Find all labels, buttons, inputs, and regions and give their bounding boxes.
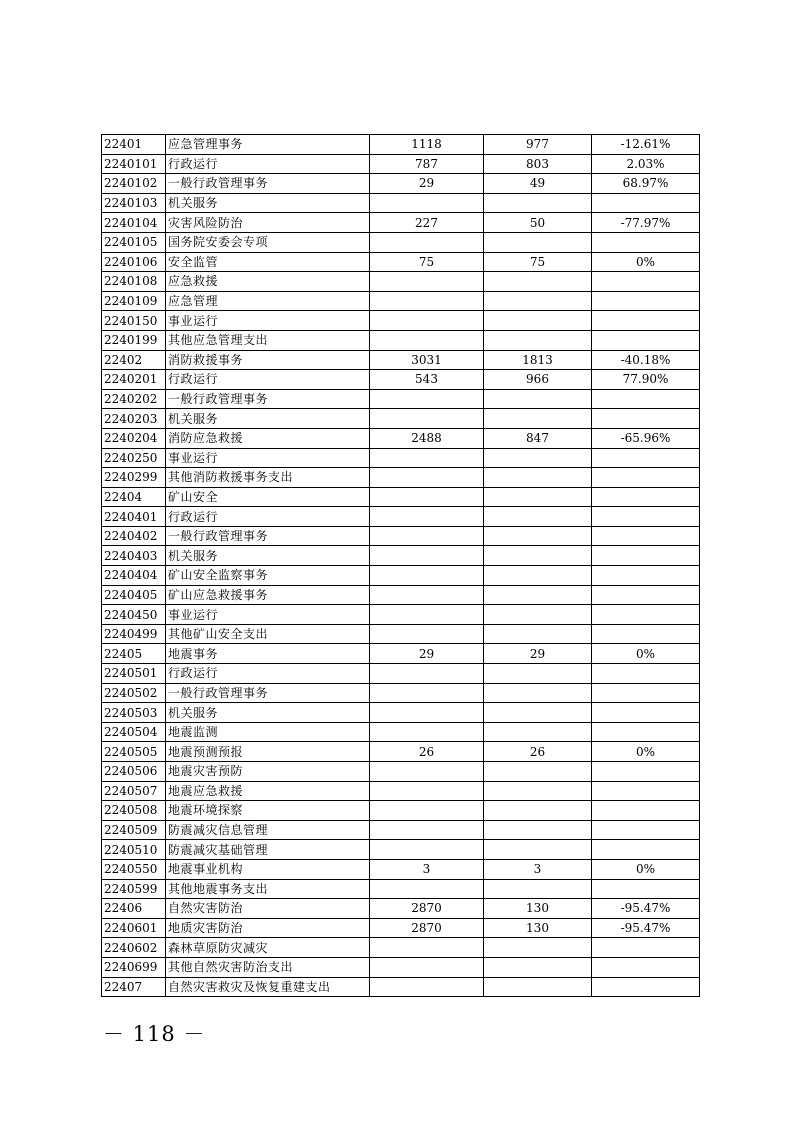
- value-2-cell: 3: [484, 859, 592, 879]
- name-cell: 地震事业机构: [166, 859, 370, 879]
- code-cell: 2240402: [102, 526, 166, 546]
- table-row: [102, 899, 700, 919]
- value-1-cell: 1118: [370, 135, 484, 155]
- value-2-cell: [484, 977, 592, 997]
- table-row: [102, 428, 700, 448]
- code-cell: 2240103: [102, 193, 166, 213]
- value-1-cell: [370, 605, 484, 625]
- code-cell: 2240509: [102, 820, 166, 840]
- code-cell: 2240401: [102, 507, 166, 527]
- change-percent-cell: [592, 801, 700, 821]
- value-1-cell: [370, 389, 484, 409]
- change-percent-cell: 0%: [592, 742, 700, 762]
- code-cell: 2240202: [102, 389, 166, 409]
- code-cell: 2240599: [102, 879, 166, 899]
- value-2-cell: [484, 546, 592, 566]
- value-1-cell: [370, 507, 484, 527]
- table-row: [102, 938, 700, 958]
- change-percent-cell: -95.47%: [592, 918, 700, 938]
- table-row: [102, 311, 700, 331]
- table-row: [102, 232, 700, 252]
- table-row: [102, 330, 700, 350]
- table-row: [102, 703, 700, 723]
- code-cell: 22401: [102, 135, 166, 155]
- name-cell: 机关服务: [166, 703, 370, 723]
- value-2-cell: [484, 487, 592, 507]
- name-cell: 矿山安全监察事务: [166, 566, 370, 586]
- change-percent-cell: [592, 389, 700, 409]
- table-row: [102, 820, 700, 840]
- name-cell: 事业运行: [166, 448, 370, 468]
- code-cell: 2240504: [102, 722, 166, 742]
- table-row: [102, 664, 700, 684]
- value-1-cell: [370, 957, 484, 977]
- code-cell: 2240510: [102, 840, 166, 860]
- name-cell: 行政运行: [166, 154, 370, 174]
- code-cell: 2240405: [102, 585, 166, 605]
- table-row: [102, 135, 700, 155]
- table-row: [102, 781, 700, 801]
- value-1-cell: 75: [370, 252, 484, 272]
- value-1-cell: [370, 683, 484, 703]
- table-row: [102, 350, 700, 370]
- value-1-cell: [370, 291, 484, 311]
- change-percent-cell: 2.03%: [592, 154, 700, 174]
- table-row: [102, 370, 700, 390]
- value-2-cell: 130: [484, 899, 592, 919]
- budget-table-body: [102, 135, 700, 997]
- change-percent-cell: [592, 193, 700, 213]
- table-row: [102, 526, 700, 546]
- value-1-cell: [370, 487, 484, 507]
- value-2-cell: [484, 448, 592, 468]
- value-1-cell: [370, 330, 484, 350]
- value-2-cell: [484, 624, 592, 644]
- code-cell: 2240601: [102, 918, 166, 938]
- change-percent-cell: 77.90%: [592, 370, 700, 390]
- name-cell: 其他应急管理支出: [166, 330, 370, 350]
- value-2-cell: 49: [484, 174, 592, 194]
- value-1-cell: [370, 272, 484, 292]
- table-row: [102, 409, 700, 429]
- code-cell: 2240108: [102, 272, 166, 292]
- change-percent-cell: [592, 938, 700, 958]
- value-1-cell: 543: [370, 370, 484, 390]
- code-cell: 2240299: [102, 468, 166, 488]
- name-cell: 其他地震事务支出: [166, 879, 370, 899]
- value-1-cell: 29: [370, 644, 484, 664]
- change-percent-cell: 0%: [592, 252, 700, 272]
- value-2-cell: [484, 389, 592, 409]
- code-cell: 2240199: [102, 330, 166, 350]
- value-2-cell: 847: [484, 428, 592, 448]
- code-cell: 2240550: [102, 859, 166, 879]
- value-2-cell: [484, 722, 592, 742]
- name-cell: 防震减灾信息管理: [166, 820, 370, 840]
- value-2-cell: 75: [484, 252, 592, 272]
- code-cell: 2240106: [102, 252, 166, 272]
- table-row: [102, 918, 700, 938]
- table-row: [102, 801, 700, 821]
- change-percent-cell: [592, 487, 700, 507]
- table-row: [102, 174, 700, 194]
- table-row: [102, 722, 700, 742]
- value-1-cell: 2870: [370, 918, 484, 938]
- value-2-cell: [484, 801, 592, 821]
- value-2-cell: 1813: [484, 350, 592, 370]
- value-1-cell: 2488: [370, 428, 484, 448]
- value-1-cell: [370, 468, 484, 488]
- value-1-cell: 787: [370, 154, 484, 174]
- value-1-cell: [370, 526, 484, 546]
- name-cell: 一般行政管理事务: [166, 526, 370, 546]
- name-cell: 其他矿山安全支出: [166, 624, 370, 644]
- value-2-cell: [484, 938, 592, 958]
- table-row: [102, 389, 700, 409]
- change-percent-cell: [592, 272, 700, 292]
- value-2-cell: 803: [484, 154, 592, 174]
- code-cell: 2240104: [102, 213, 166, 233]
- table-row: [102, 272, 700, 292]
- code-cell: 2240250: [102, 448, 166, 468]
- table-row: [102, 448, 700, 468]
- change-percent-cell: -40.18%: [592, 350, 700, 370]
- change-percent-cell: [592, 546, 700, 566]
- table-row: [102, 957, 700, 977]
- code-cell: 22406: [102, 899, 166, 919]
- value-1-cell: 227: [370, 213, 484, 233]
- table-row: [102, 644, 700, 664]
- value-1-cell: 26: [370, 742, 484, 762]
- value-1-cell: [370, 703, 484, 723]
- name-cell: 其他消防救援事务支出: [166, 468, 370, 488]
- value-1-cell: [370, 193, 484, 213]
- value-2-cell: [484, 664, 592, 684]
- code-cell: 2240505: [102, 742, 166, 762]
- name-cell: 应急管理: [166, 291, 370, 311]
- value-1-cell: [370, 977, 484, 997]
- name-cell: 其他自然灾害防治支出: [166, 957, 370, 977]
- name-cell: 地震事务: [166, 644, 370, 664]
- table-row: [102, 879, 700, 899]
- change-percent-cell: [592, 781, 700, 801]
- name-cell: 自然灾害防治: [166, 899, 370, 919]
- table-row: [102, 291, 700, 311]
- value-1-cell: [370, 722, 484, 742]
- value-2-cell: [484, 762, 592, 782]
- value-2-cell: 977: [484, 135, 592, 155]
- name-cell: 应急救援: [166, 272, 370, 292]
- value-2-cell: [484, 605, 592, 625]
- name-cell: 矿山应急救援事务: [166, 585, 370, 605]
- value-2-cell: [484, 291, 592, 311]
- name-cell: 行政运行: [166, 664, 370, 684]
- change-percent-cell: [592, 762, 700, 782]
- value-2-cell: [484, 311, 592, 331]
- value-1-cell: [370, 585, 484, 605]
- name-cell: 应急管理事务: [166, 135, 370, 155]
- change-percent-cell: [592, 820, 700, 840]
- name-cell: 一般行政管理事务: [166, 683, 370, 703]
- name-cell: 一般行政管理事务: [166, 174, 370, 194]
- table-row: [102, 840, 700, 860]
- table-row: [102, 193, 700, 213]
- code-cell: 2240499: [102, 624, 166, 644]
- value-2-cell: [484, 820, 592, 840]
- value-2-cell: [484, 781, 592, 801]
- code-cell: 2240699: [102, 957, 166, 977]
- table-row: [102, 683, 700, 703]
- code-cell: 2240109: [102, 291, 166, 311]
- name-cell: 国务院安委会专项: [166, 232, 370, 252]
- table-row: [102, 859, 700, 879]
- table-row: [102, 546, 700, 566]
- change-percent-cell: [592, 605, 700, 625]
- value-2-cell: [484, 840, 592, 860]
- change-percent-cell: [592, 330, 700, 350]
- code-cell: 2240602: [102, 938, 166, 958]
- change-percent-cell: [592, 683, 700, 703]
- code-cell: 2240502: [102, 683, 166, 703]
- value-1-cell: [370, 879, 484, 899]
- value-1-cell: [370, 820, 484, 840]
- table-row: [102, 605, 700, 625]
- code-cell: 2240102: [102, 174, 166, 194]
- code-cell: 2240150: [102, 311, 166, 331]
- name-cell: 矿山安全: [166, 487, 370, 507]
- code-cell: 2240450: [102, 605, 166, 625]
- budget-table: [101, 134, 700, 997]
- code-cell: 2240501: [102, 664, 166, 684]
- value-1-cell: [370, 840, 484, 860]
- value-1-cell: [370, 801, 484, 821]
- change-percent-cell: -77.97%: [592, 213, 700, 233]
- value-2-cell: [484, 957, 592, 977]
- change-percent-cell: [592, 664, 700, 684]
- code-cell: 2240204: [102, 428, 166, 448]
- change-percent-cell: [592, 840, 700, 860]
- change-percent-cell: [592, 526, 700, 546]
- name-cell: 地质灾害防治: [166, 918, 370, 938]
- table-row: [102, 624, 700, 644]
- change-percent-cell: [592, 311, 700, 331]
- change-percent-cell: [592, 468, 700, 488]
- value-2-cell: 130: [484, 918, 592, 938]
- value-1-cell: [370, 566, 484, 586]
- table-row: [102, 762, 700, 782]
- value-1-cell: [370, 232, 484, 252]
- code-cell: 22405: [102, 644, 166, 664]
- change-percent-cell: [592, 507, 700, 527]
- code-cell: 2240101: [102, 154, 166, 174]
- change-percent-cell: [592, 957, 700, 977]
- name-cell: 事业运行: [166, 605, 370, 625]
- value-2-cell: [484, 409, 592, 429]
- name-cell: 森林草原防灾减灾: [166, 938, 370, 958]
- code-cell: 2240203: [102, 409, 166, 429]
- value-2-cell: 966: [484, 370, 592, 390]
- table-row: [102, 507, 700, 527]
- table-row: [102, 585, 700, 605]
- table-row: [102, 742, 700, 762]
- value-2-cell: [484, 879, 592, 899]
- value-2-cell: [484, 566, 592, 586]
- value-2-cell: [484, 507, 592, 527]
- value-2-cell: [484, 272, 592, 292]
- code-cell: 2240507: [102, 781, 166, 801]
- table-row: [102, 213, 700, 233]
- name-cell: 事业运行: [166, 311, 370, 331]
- table-row: [102, 487, 700, 507]
- change-percent-cell: [592, 291, 700, 311]
- page-number: － 118 －: [103, 1022, 206, 1046]
- name-cell: 消防救援事务: [166, 350, 370, 370]
- name-cell: 机关服务: [166, 193, 370, 213]
- name-cell: 行政运行: [166, 507, 370, 527]
- name-cell: 行政运行: [166, 370, 370, 390]
- code-cell: 22407: [102, 977, 166, 997]
- code-cell: 2240404: [102, 566, 166, 586]
- value-1-cell: [370, 409, 484, 429]
- change-percent-cell: -95.47%: [592, 899, 700, 919]
- change-percent-cell: [592, 722, 700, 742]
- table-row: [102, 154, 700, 174]
- value-2-cell: 29: [484, 644, 592, 664]
- value-2-cell: [484, 468, 592, 488]
- change-percent-cell: 0%: [592, 859, 700, 879]
- name-cell: 地震监测: [166, 722, 370, 742]
- value-2-cell: [484, 703, 592, 723]
- code-cell: 22402: [102, 350, 166, 370]
- code-cell: 2240503: [102, 703, 166, 723]
- change-percent-cell: -12.61%: [592, 135, 700, 155]
- change-percent-cell: [592, 879, 700, 899]
- change-percent-cell: 0%: [592, 644, 700, 664]
- table-row: [102, 977, 700, 997]
- value-2-cell: [484, 526, 592, 546]
- value-2-cell: [484, 330, 592, 350]
- name-cell: 灾害风险防治: [166, 213, 370, 233]
- value-2-cell: [484, 232, 592, 252]
- value-2-cell: 50: [484, 213, 592, 233]
- table-row: [102, 468, 700, 488]
- code-cell: 2240403: [102, 546, 166, 566]
- change-percent-cell: [592, 624, 700, 644]
- name-cell: 机关服务: [166, 409, 370, 429]
- change-percent-cell: [592, 566, 700, 586]
- code-cell: 22404: [102, 487, 166, 507]
- change-percent-cell: [592, 448, 700, 468]
- value-2-cell: [484, 683, 592, 703]
- value-1-cell: [370, 311, 484, 331]
- code-cell: 2240201: [102, 370, 166, 390]
- change-percent-cell: [592, 703, 700, 723]
- code-cell: 2240506: [102, 762, 166, 782]
- name-cell: 一般行政管理事务: [166, 389, 370, 409]
- name-cell: 防震减灾基础管理: [166, 840, 370, 860]
- change-percent-cell: [592, 232, 700, 252]
- name-cell: 地震环境探察: [166, 801, 370, 821]
- change-percent-cell: [592, 409, 700, 429]
- change-percent-cell: [592, 977, 700, 997]
- table-row: [102, 252, 700, 272]
- name-cell: 地震预测预报: [166, 742, 370, 762]
- value-1-cell: [370, 762, 484, 782]
- change-percent-cell: 68.97%: [592, 174, 700, 194]
- name-cell: 地震应急救援: [166, 781, 370, 801]
- name-cell: 机关服务: [166, 546, 370, 566]
- value-1-cell: [370, 664, 484, 684]
- value-1-cell: 29: [370, 174, 484, 194]
- change-percent-cell: [592, 585, 700, 605]
- value-1-cell: [370, 448, 484, 468]
- value-2-cell: [484, 193, 592, 213]
- value-1-cell: 2870: [370, 899, 484, 919]
- table-row: [102, 566, 700, 586]
- value-1-cell: 3: [370, 859, 484, 879]
- value-1-cell: [370, 546, 484, 566]
- name-cell: 自然灾害救灾及恢复重建支出: [166, 977, 370, 997]
- value-1-cell: [370, 938, 484, 958]
- change-percent-cell: -65.96%: [592, 428, 700, 448]
- name-cell: 消防应急救援: [166, 428, 370, 448]
- value-2-cell: 26: [484, 742, 592, 762]
- value-1-cell: 3031: [370, 350, 484, 370]
- name-cell: 地震灾害预防: [166, 762, 370, 782]
- value-2-cell: [484, 585, 592, 605]
- name-cell: 安全监管: [166, 252, 370, 272]
- value-1-cell: [370, 781, 484, 801]
- value-1-cell: [370, 624, 484, 644]
- code-cell: 2240105: [102, 232, 166, 252]
- code-cell: 2240508: [102, 801, 166, 821]
